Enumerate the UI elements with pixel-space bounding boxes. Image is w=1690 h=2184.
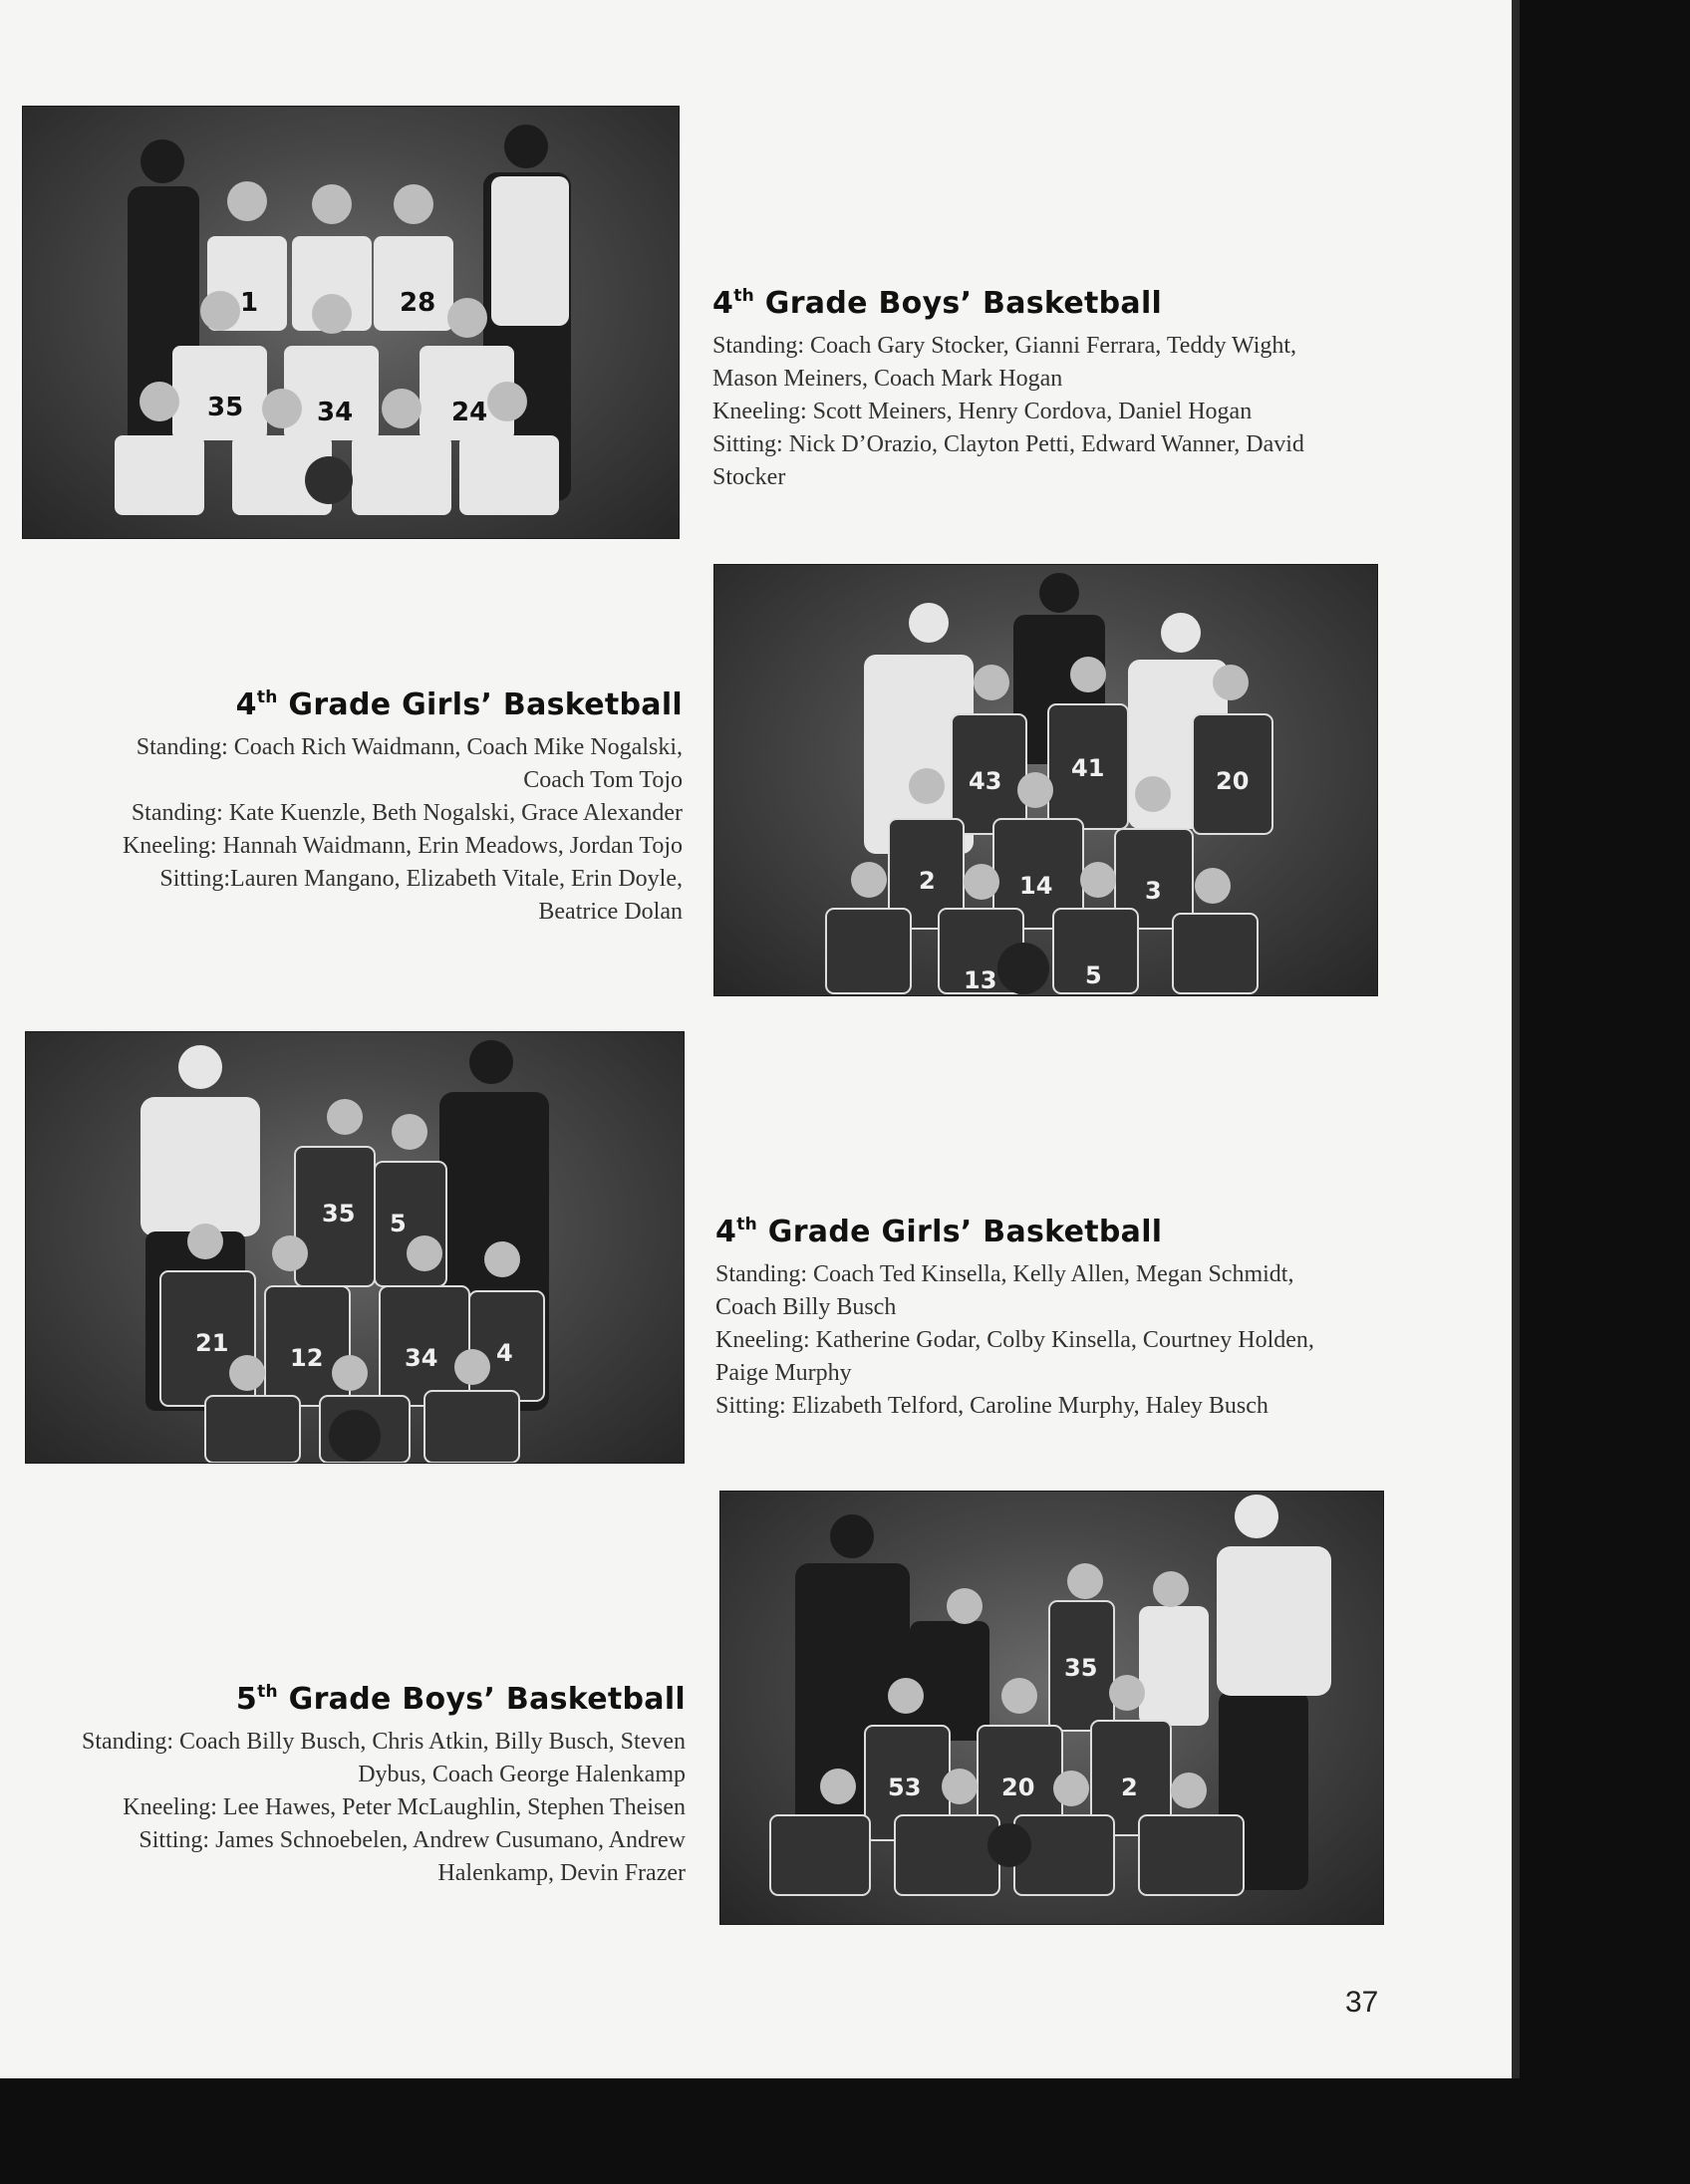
jersey-number: 1 — [240, 288, 259, 318]
team-photo-4th-grade-boys-figures — [23, 107, 679, 538]
jersey-number: 53 — [888, 1774, 922, 1801]
caption-line: Kneeling: Scott Meiners, Henry Cordova, Daniel Hogan — [712, 399, 1253, 424]
caption-line: Standing: Coach Ted Kinsella, Kelly Allen, Megan Schmidt, Coach Billy Busch — [715, 1261, 1294, 1320]
jersey-number: 13 — [964, 966, 997, 994]
jersey-number: 20 — [1001, 1774, 1035, 1801]
caption-5th-grade-boys — [80, 1680, 686, 1890]
jersey-number: 41 — [1071, 754, 1105, 782]
team-title: 4th Grade Girls’ Basketball — [235, 687, 683, 722]
jersey-number: 24 — [451, 398, 488, 427]
caption-4th-grade-girls-kinsella — [715, 1213, 1323, 1423]
caption-line: Sitting: Elizabeth Telford, Caroline Murphy, Haley Busch — [715, 1393, 1268, 1419]
caption-line: Sitting:Lauren Mangano, Elizabeth Vitale, Erin Doyle, Beatrice Dolan — [159, 866, 683, 925]
jersey-number: 3 — [1145, 877, 1162, 905]
jersey-number: 14 — [1019, 872, 1053, 900]
jersey-number: 2 — [919, 867, 936, 895]
caption-line: Standing: Kate Kuenzle, Beth Nogalski, Grace Alexander — [131, 800, 683, 826]
team-photo-4th-grade-girls-tojo-figures — [714, 565, 1377, 995]
jersey-number: 21 — [195, 1329, 229, 1357]
team-photo-4th-grade-girls-kinsella — [25, 1031, 685, 1464]
jersey-number: 34 — [317, 398, 354, 427]
jersey-number: 43 — [969, 767, 1002, 795]
team-photo-5th-grade-boys-figures — [720, 1492, 1383, 1924]
caption-line: Kneeling: Hannah Waidmann, Erin Meadows, Jordan Tojo — [122, 833, 683, 859]
jersey-number: 2 — [1121, 1774, 1138, 1801]
jersey-number: 4 — [496, 1339, 513, 1367]
team-title: 4th Grade Girls’ Basketball — [715, 1215, 1163, 1249]
jersey-number: 28 — [400, 288, 436, 318]
caption-4th-grade-boys — [712, 284, 1320, 494]
jersey-number: 35 — [322, 1200, 356, 1228]
jersey-number: 34 — [405, 1344, 438, 1372]
caption-line: Standing: Coach Rich Waidmann, Coach Mike Nogalski, Coach Tom Tojo — [136, 734, 683, 793]
team-photo-4th-grade-girls-kinsella-figures — [26, 1032, 684, 1463]
jersey-number: 35 — [1064, 1654, 1098, 1682]
caption-4th-grade-girls-tojo — [80, 685, 683, 929]
jersey-number: 35 — [207, 393, 244, 422]
team-photo-5th-grade-boys — [719, 1491, 1384, 1925]
page-number: 37 — [1345, 1986, 1379, 2019]
caption-line: Sitting: James Schnoebelen, Andrew Cusumano, Andrew Halenkamp, Devin Frazer — [139, 1827, 686, 1886]
team-title: 4th Grade Boys’ Basketball — [712, 286, 1163, 321]
jersey-number: 5 — [390, 1210, 407, 1237]
caption-line: Standing: Coach Gary Stocker, Gianni Ferrara, Teddy Wight, Mason Meiners, Coach Mark Hogan — [712, 333, 1297, 392]
team-photo-4th-grade-boys — [22, 106, 680, 539]
jersey-number: 20 — [1216, 767, 1250, 795]
page-edge — [1512, 0, 1520, 2078]
caption-line: Kneeling: Lee Hawes, Peter McLaughlin, Stephen Theisen — [123, 1794, 686, 1820]
caption-line: Sitting: Nick D’Orazio, Clayton Petti, Edward Wanner, David Stocker — [712, 431, 1304, 490]
jersey-number: 5 — [1085, 961, 1102, 989]
caption-line: Kneeling: Katherine Godar, Colby Kinsella, Courtney Holden, Paige Murphy — [715, 1327, 1314, 1386]
caption-line: Standing: Coach Billy Busch, Chris Atkin, Billy Busch, Steven Dybus, Coach George Halenkamp — [81, 1729, 686, 1787]
jersey-number: 12 — [290, 1344, 324, 1372]
team-title: 5th Grade Boys’ Basketball — [235, 1682, 686, 1717]
team-photo-4th-grade-girls-tojo — [713, 564, 1378, 996]
